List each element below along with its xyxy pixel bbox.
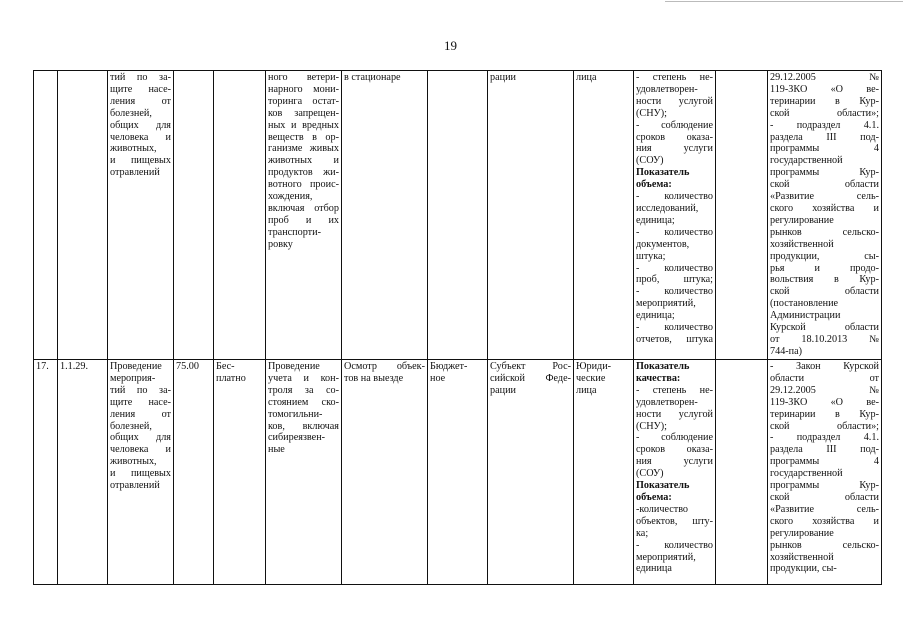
indicator-line: мероприятий, xyxy=(636,551,696,563)
financing-type xyxy=(428,71,488,360)
table-row xyxy=(34,360,882,585)
text-line: хозяйственной xyxy=(770,551,834,563)
text-line: животных, xyxy=(110,143,157,155)
text-line: ков запрещен- xyxy=(268,107,339,119)
indicator-line: исследований, xyxy=(636,202,699,214)
page-number: 19 xyxy=(444,38,457,53)
text-line: 119-ЗКО «О ве- xyxy=(770,396,879,408)
service-cost: 75.00 xyxy=(174,360,214,585)
text-line: ного ветери- xyxy=(268,72,339,83)
indicators xyxy=(634,360,716,585)
text-line: «Развитие сель- xyxy=(770,191,879,203)
service-conditions xyxy=(342,360,428,585)
indicator-line: единица; xyxy=(636,214,675,226)
text-line: - подраздел 4.1. xyxy=(770,432,879,444)
payment-type xyxy=(214,360,266,585)
indicator-line: отчетов, штука xyxy=(636,333,713,345)
text-line: регулирование xyxy=(770,214,834,226)
text-line: ные xyxy=(268,444,285,456)
text-line: сийской Феде- xyxy=(490,372,571,384)
text-line: ных и вредных xyxy=(268,119,339,131)
text-line: теринарии в Кур- xyxy=(770,95,879,107)
indicator-line: штука; xyxy=(636,250,666,262)
text-line: ления от xyxy=(110,95,171,107)
text-line: щите насе- xyxy=(110,83,171,95)
text-line: животных, xyxy=(110,456,157,468)
text-line: вотного проис- xyxy=(268,179,339,191)
service-content xyxy=(266,71,342,360)
text-line: рынков сельско- xyxy=(770,226,879,238)
text-line: Администрации xyxy=(770,310,841,322)
text-line: лица xyxy=(576,384,597,396)
text-line: болезней, xyxy=(110,107,152,119)
row-number: 17. xyxy=(34,360,58,585)
text-line: государственной xyxy=(770,155,843,167)
indicator-heading: Показатель xyxy=(636,480,690,492)
indicator-line: (СНУ); xyxy=(636,107,667,119)
indicator-line: документов, xyxy=(636,238,690,250)
text-line: и пищевых xyxy=(110,468,171,480)
text-line: - подраздел 4.1. xyxy=(770,119,879,131)
text-line: общих для xyxy=(110,119,171,131)
text-line: ской области»; xyxy=(770,107,879,119)
indicator-line: (СОУ) xyxy=(636,468,664,480)
text-line: троля за со- xyxy=(268,384,339,396)
indicator-line: объектов, шту- xyxy=(636,515,713,527)
text-line: ской области xyxy=(770,179,879,191)
text-line: сибиреязвен- xyxy=(268,432,326,444)
services-table xyxy=(33,70,882,585)
text-line: программы 4 xyxy=(770,143,879,155)
indicator-heading: Показатель xyxy=(636,361,690,372)
text-line: ганизме живых xyxy=(268,143,339,155)
text-line: государственной xyxy=(770,468,843,480)
table-row xyxy=(34,71,882,360)
text-line: продукции, сы- xyxy=(770,250,879,262)
text-line: щите насе- xyxy=(110,396,171,408)
text-line: раздела III под- xyxy=(770,444,879,456)
text-line: 29.12.2005 № xyxy=(770,384,879,396)
text-line: программы Кур- xyxy=(770,167,879,179)
text-line: рации xyxy=(490,384,516,396)
indicator-line: единица xyxy=(636,563,672,575)
indicator-line: удовлетворен- xyxy=(636,396,698,408)
text-line: программы Кур- xyxy=(770,480,879,492)
text-line: в стационаре xyxy=(344,72,401,83)
financing-type xyxy=(428,360,488,585)
indicator-line: проб, штука; xyxy=(636,274,713,286)
service-name xyxy=(108,360,174,585)
text-line: тов на выезде xyxy=(344,372,404,384)
text-line: Бес- xyxy=(216,361,235,372)
indicator-line: - количество xyxy=(636,262,713,274)
text-line: 119-ЗКО «О ве- xyxy=(770,83,879,95)
empty-cell xyxy=(716,360,768,585)
text-line: ков, включая xyxy=(268,420,339,432)
text-line: ческие xyxy=(576,372,606,384)
text-line: рации xyxy=(490,72,516,83)
text-line: человека и xyxy=(110,444,171,456)
row-number xyxy=(34,71,58,360)
indicator-line: -количество xyxy=(636,503,689,515)
text-line: проб и их xyxy=(268,214,339,226)
text-line: нарного мони- xyxy=(268,83,339,95)
text-line: транспорти- xyxy=(268,226,321,238)
text-line: тий по за- xyxy=(110,384,171,396)
text-line: продукции, сы- xyxy=(770,563,837,575)
indicator-line: сроков оказа- xyxy=(636,131,713,143)
indicator-heading: объема: xyxy=(636,179,672,191)
consumer-type xyxy=(574,360,634,585)
text-line: регулирование xyxy=(770,527,834,539)
text-line: «Развитие сель- xyxy=(770,503,879,515)
empty-cell xyxy=(716,71,768,360)
indicator-line: ния услуги xyxy=(636,456,713,468)
text-line: животных и xyxy=(268,155,339,167)
text-line: тий по за- xyxy=(110,72,171,83)
indicator-line: сроков оказа- xyxy=(636,444,713,456)
service-name xyxy=(108,71,174,360)
indicator-line: мероприятий, xyxy=(636,298,696,310)
text-line: торинга остат- xyxy=(268,95,339,107)
indicator-line: ности услугой xyxy=(636,95,713,107)
text-line: отравлений xyxy=(110,167,160,179)
indicator-line: ния услуги xyxy=(636,143,713,155)
service-content xyxy=(266,360,342,585)
legal-basis xyxy=(768,71,882,360)
indicator-line: - степень не- xyxy=(636,72,713,83)
indicator-heading: объема: xyxy=(636,491,672,503)
indicator-line: - количество xyxy=(636,286,713,298)
text-line: человека и xyxy=(110,131,171,143)
text-line: болезней, xyxy=(110,420,152,432)
text-line: вольствия в Кур- xyxy=(770,274,879,286)
text-line: теринарии в Кур- xyxy=(770,408,879,420)
indicator-line: - соблюдение xyxy=(636,119,713,131)
text-line: ровку xyxy=(268,238,293,250)
text-line: отравлений xyxy=(110,480,160,492)
text-line: раздела III под- xyxy=(770,131,879,143)
indicator-line: - количество xyxy=(636,539,713,551)
text-line: продуктов жи- xyxy=(268,167,339,179)
text-line: учета и кон- xyxy=(268,372,339,384)
text-line: ской области xyxy=(770,286,879,298)
indicators xyxy=(634,71,716,360)
text-line: хождения, xyxy=(268,191,313,203)
indicator-line: удовлетворен- xyxy=(636,83,698,95)
text-line: общих для xyxy=(110,432,171,444)
consumer-type xyxy=(574,71,634,360)
service-conditions xyxy=(342,71,428,360)
indicator-line: - количество xyxy=(636,191,713,203)
indicator-line: ности услугой xyxy=(636,408,713,420)
legal-basis xyxy=(768,360,882,585)
text-line: программы 4 xyxy=(770,456,879,468)
indicator-line: (СНУ); xyxy=(636,420,667,432)
text-line: 29.12.2005 № xyxy=(770,72,879,83)
indicator-line: единица; xyxy=(636,310,675,322)
service-cost xyxy=(174,71,214,360)
indicator-line: ка; xyxy=(636,527,649,539)
indicator-line: - соблюдение xyxy=(636,432,713,444)
text-line: Юриди- xyxy=(576,361,612,372)
indicator-line: - количество xyxy=(636,226,713,238)
indicator-line: (СОУ) xyxy=(636,155,664,167)
service-code: 1.1.29. xyxy=(58,360,108,585)
text-line: ления от xyxy=(110,408,171,420)
service-code xyxy=(58,71,108,360)
text-line: ского хозяйства и xyxy=(770,515,879,527)
text-line: (постановление xyxy=(770,298,839,310)
text-line: от 18.10.2013 № xyxy=(770,333,879,345)
text-line: платно xyxy=(216,372,246,384)
text-line: ской области xyxy=(770,491,879,503)
text-line: включая отбор xyxy=(268,202,339,214)
text-line: ского хозяйства и xyxy=(770,202,879,214)
text-line: ное xyxy=(430,372,446,384)
indicator-line: - степень не- xyxy=(636,384,713,396)
indicator-line: - количество xyxy=(636,322,713,334)
indicator-heading: Показатель xyxy=(636,167,690,179)
text-line: и пищевых xyxy=(110,155,171,167)
text-line: рынков сельско- xyxy=(770,539,879,551)
text-line: Курской области xyxy=(770,322,879,334)
text-line: Осмотр объек- xyxy=(344,361,425,372)
text-line: - Закон Курской xyxy=(770,361,879,372)
text-line: стоянием ско- xyxy=(268,396,339,408)
text-line: ской области»; xyxy=(770,420,879,432)
consumers xyxy=(488,360,574,585)
text-line: хозяйственной xyxy=(770,238,834,250)
indicator-heading: качества: xyxy=(636,372,681,384)
text-line: области от xyxy=(770,372,879,384)
text-line: Субъект Рос- xyxy=(490,361,571,372)
text-line: Проведение xyxy=(110,361,162,372)
payment-type xyxy=(214,71,266,360)
text-line: веществ в ор- xyxy=(268,131,339,143)
text-line: лица xyxy=(576,72,597,83)
text-line: 744-па) xyxy=(770,345,803,357)
text-line: рья и продо- xyxy=(770,262,879,274)
text-line: томогильни- xyxy=(268,408,323,420)
text-line: Проведение xyxy=(268,361,320,372)
text-line: мероприя- xyxy=(110,372,156,384)
text-line: Бюджет- xyxy=(430,361,468,372)
scan-edge-line xyxy=(665,1,903,2)
consumers xyxy=(488,71,574,360)
